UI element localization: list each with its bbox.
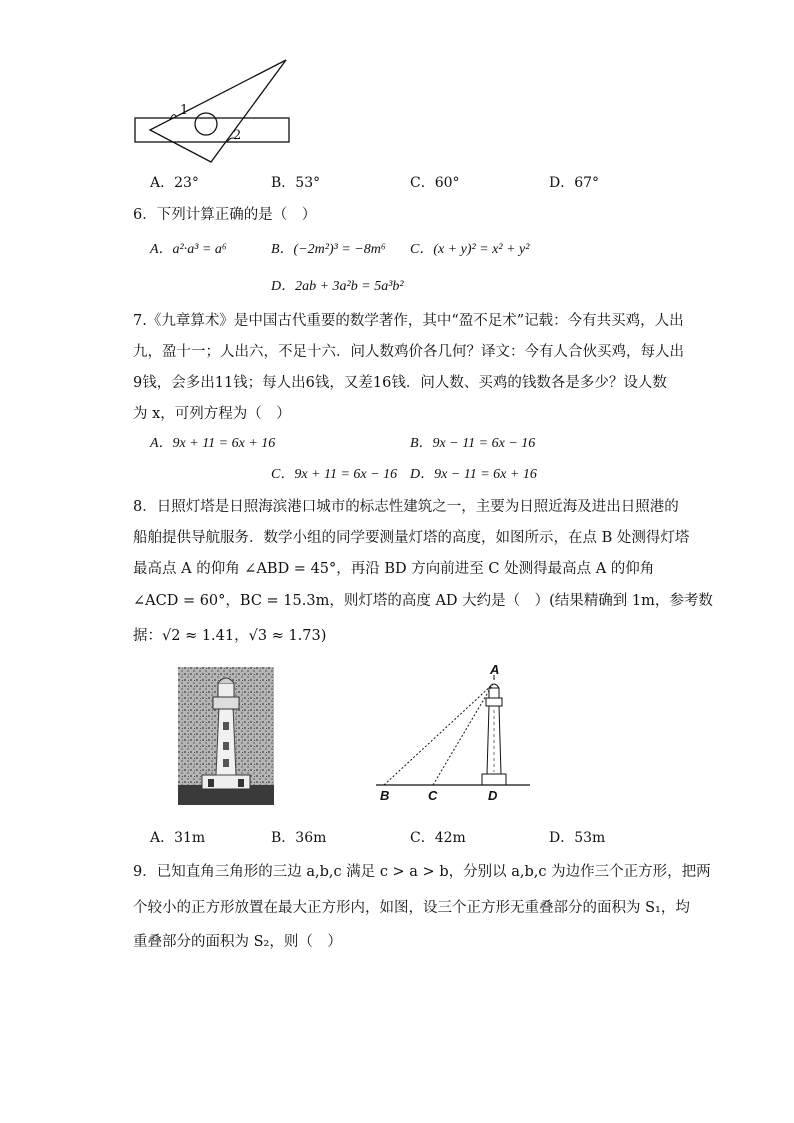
q6-stem: 6．下列计算正确的是（ ） (133, 207, 317, 223)
angle-1-arc (170, 115, 176, 120)
tower-base (482, 774, 506, 785)
q6-option-c[interactable]: C．(x + y)² = x² + y² (410, 242, 530, 257)
tower-shaft (487, 706, 501, 774)
q7-line-2: 九，盈十一；人出六，不足十六．问人数鸡价各几何？译文：今有人合伙买鸡，每人出 (133, 344, 684, 360)
angle-2-label: 2 (233, 128, 242, 143)
q7-option-b[interactable]: B．9x − 11 = 6x − 16 (410, 436, 536, 451)
q7-option-c[interactable]: C．9x + 11 = 6x − 16 (271, 467, 398, 482)
q8-line-3: 最高点 A 的仰角 ∠ABD = 45°，再沿 BD 方向前进至 C 处测得最高点 A 的仰角 (133, 561, 655, 577)
q7-option-d[interactable]: D．9x − 11 = 6x + 16 (410, 467, 537, 482)
q5-option-d[interactable]: D．67° (549, 175, 600, 191)
point-d-label: D (488, 788, 498, 803)
circle-hole (195, 113, 217, 135)
q8-line-5: 据：√2 ≈ 1.41，√3 ≈ 1.73) (133, 628, 327, 644)
q5-option-b[interactable]: B．53° (271, 175, 321, 191)
q8-line-1: 8．日照灯塔是日照海滨港口城市的标志性建筑之一，主要为日照近海及进出日照港的 (133, 499, 679, 515)
ruler-strip (135, 118, 289, 142)
q8-line-2: 船舶提供导航服务．数学小组的同学要测量灯塔的高度，如图所示，在点 B 处测得灯塔 (133, 530, 690, 546)
angle-1-label: 1 (180, 103, 189, 118)
q6-option-b[interactable]: B．(−2m²)³ = −8m⁶ (271, 242, 386, 257)
q8-option-d[interactable]: D．53m (549, 830, 606, 846)
point-c-label: C (428, 788, 438, 803)
line-BA (384, 684, 493, 785)
q8-option-a[interactable]: A．31m (150, 830, 206, 846)
line-CA (433, 684, 493, 785)
point-a-label: A (490, 662, 500, 677)
q8-line-4: ∠ACD = 60°，BC = 15.3m，则灯塔的高度 AD 大约是（ ）(结果精确到 1m，参考数 (133, 593, 713, 609)
q7-line-1: 7.《九章算术》是中国古代重要的数学著作，其中“盈不足术”记载：今有共买鸡，人出 (133, 313, 684, 329)
q8-option-c[interactable]: C．42m (410, 830, 466, 846)
q6-option-d[interactable]: D．2ab + 3a²b = 5a³b² (271, 279, 404, 294)
q7-line-4: 为 x，可列方程为（ ） (133, 406, 291, 422)
q9-line-1: 9．已知直角三角形的三边 a,b,c 满足 c > a > b，分别以 a,b,c 为边作三个正方形，把两 (133, 864, 711, 880)
q9-line-3: 重叠部分的面积为 S₂，则（ ） (133, 934, 342, 950)
q9-line-2: 个较小的正方形放置在最大正方形内，如图，设三个正方形无重叠部分的面积为 S₁，均 (133, 900, 690, 916)
q5-option-c[interactable]: C．60° (410, 175, 460, 191)
set-square-triangle (150, 60, 286, 162)
point-b-label: B (380, 788, 390, 803)
q7-line-3: 9钱，会多出11钱；每人出6钱，又差16钱．问人数、买鸡的钱数各是多少？设人数 (133, 375, 667, 391)
lighthouse-photo (178, 667, 274, 805)
q6-option-a[interactable]: A．a²·a³ = a⁶ (150, 242, 227, 257)
q5-option-a[interactable]: A．23° (150, 175, 199, 191)
q8-option-b[interactable]: B．36m (271, 830, 327, 846)
q7-option-a[interactable]: A．9x + 11 = 6x + 16 (150, 436, 276, 451)
